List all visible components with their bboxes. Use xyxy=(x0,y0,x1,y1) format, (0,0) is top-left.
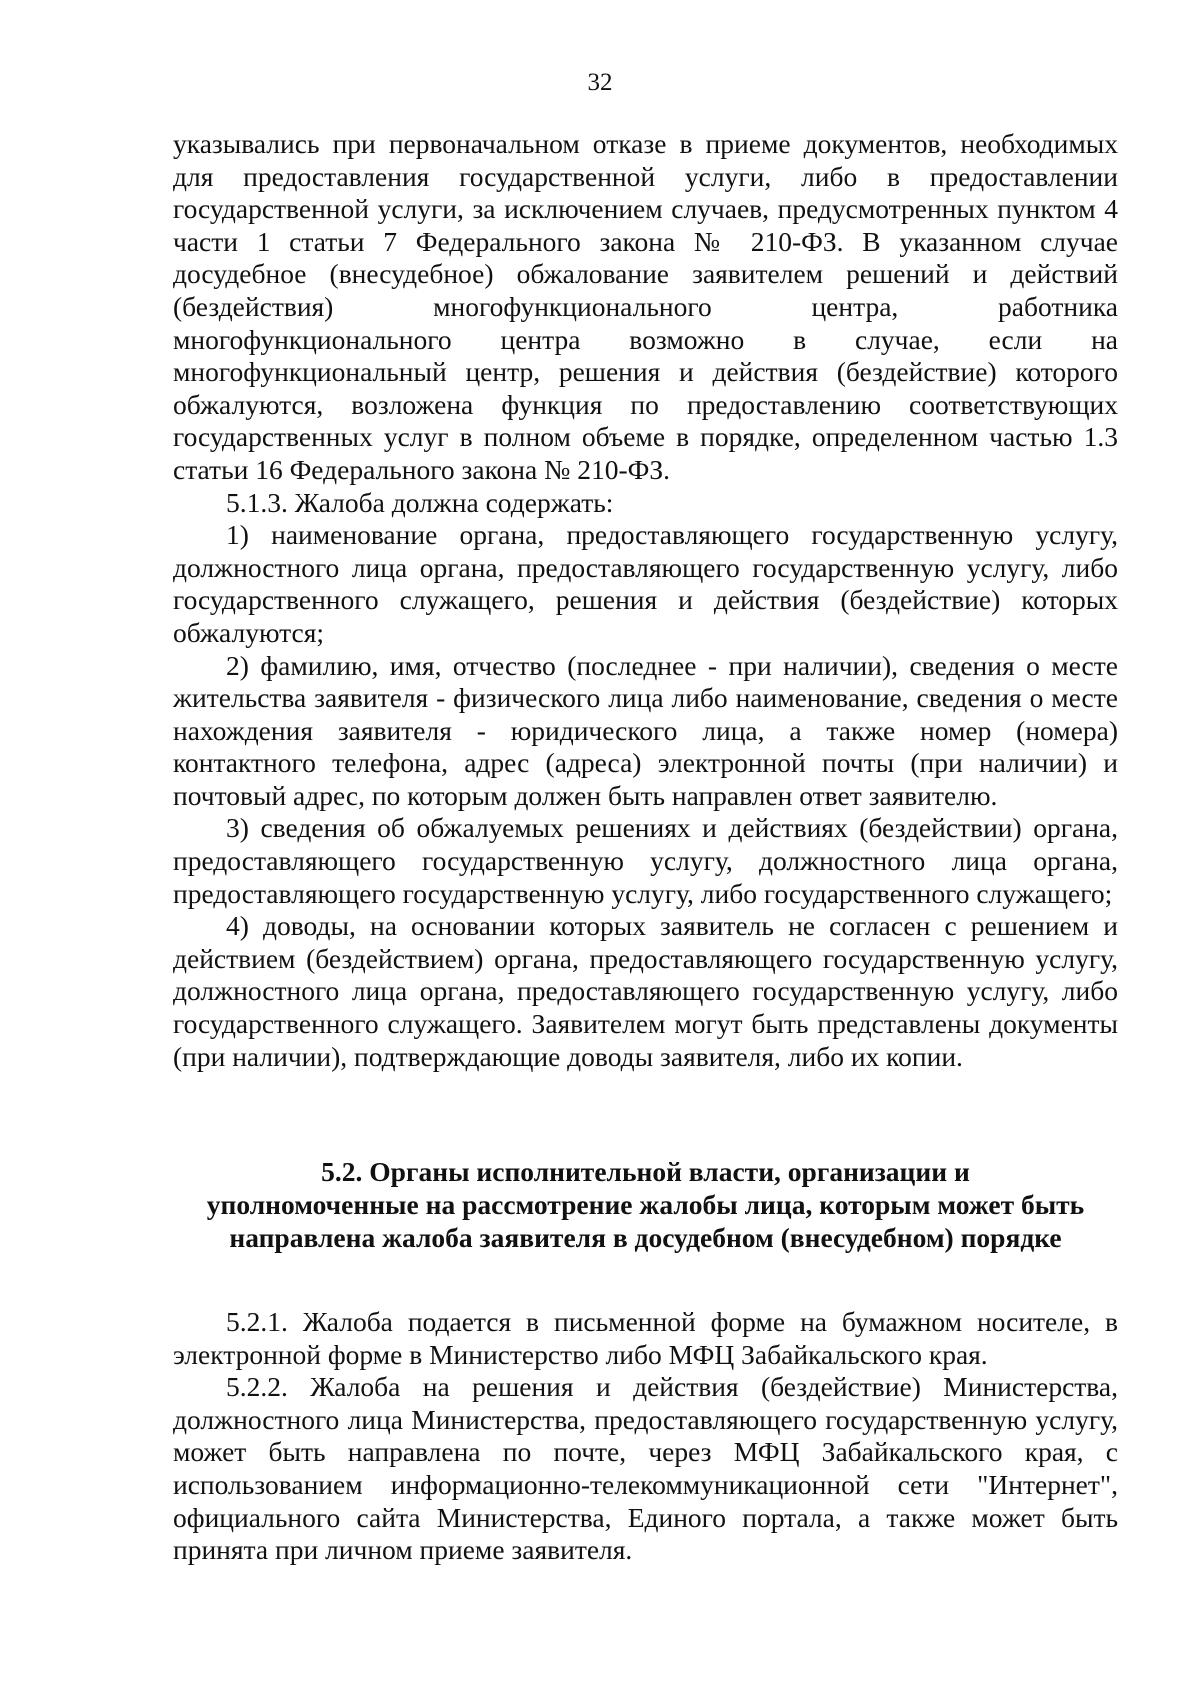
paragraph-5-2-2: 5.2.2. Жалоба на решения и действия (бездействие) Министерства, должностного лица Министерства, предоставляющего государственную услугу, может быть направлена по почте, через МФЦ Забайкальского края, с использованием информационно-телекоммуникационной сети "Интернет", официального сайта Министерства, Единого портала, а также может быть принята при личном приеме заявителя. xyxy=(173,1371,1118,1566)
paragraph-5-2-1: 5.2.1. Жалоба подается в письменной форме на бумажном носителе, в электронной форме в Министерство либо МФЦ Забайкальского края. xyxy=(173,1306,1118,1370)
section-body xyxy=(173,1306,1118,1567)
heading-line-2: уполномоченные на рассмотрение жалобы лица, которым может быть xyxy=(206,1189,1085,1220)
paragraph-5-1-3: 5.1.3. Жалоба должна содержать: xyxy=(226,486,614,518)
section-heading-5-2 xyxy=(173,1155,1118,1254)
list-item-4: 4) доводы, на основании которых заявитель не согласен с решением и действием (бездействием) органа, предоставляющего государственную услугу, должностного лица органа, предоставляющего государственную услугу, либо государственного служащего. Заявителем могут быть представлены документы (при наличии), подтверждающие доводы заявителя, либо их копии. xyxy=(173,910,1118,1072)
heading-line-1: 5.2. Органы исполнительной власти, организации и xyxy=(321,1156,970,1187)
list-item-2: 2) фамилию, имя, отчество (последнее - при наличии), сведения о месте жительства заявителя - физического лица либо наименование, сведения о месте нахождения заявителя - юридического лица, а также номер (номера) контактного телефона, адрес (адреса) электронной почты (при наличии) и почтовый адрес, по которым должен быть направлен ответ заявителю. xyxy=(173,649,1118,811)
list-item-3: 3) сведения об обжалуемых решениях и действиях (бездействии) органа, предоставляющего государственную услугу, должностного лица органа, предоставляющего государственную услугу, либо государственного служащего; xyxy=(173,812,1118,909)
paragraph-continuation: указывались при первоначальном отказе в приеме документов, необходимых для предоставления государственной услуги, либо в предоставлении государственной услуги, за исключением случаев, предусмотренных пунктом 4 части 1 статьи 7 Федерального закона № 210-ФЗ. В указанном случае досудебное (внесудебное) обжалование заявителем решений и действий (бездействия) многофункционального центра, работника многофункционального центра возможно в случае, если на многофункциональный центр, решения и действия (бездействие) которого обжалуются, возложена функция по предоставлению соответствующих государственных услуг в полном объеме в порядке, определенном частью 1.3 статьи 16 Федерального закона № 210-ФЗ. xyxy=(173,128,1118,485)
document-body xyxy=(173,128,1118,1073)
page-number: 32 xyxy=(587,69,613,96)
list-item-1: 1) наименование органа, предоставляющего государственную услугу, должностного лица органа, предоставляющего государственную услугу, либо государственного служащего, решения и действия (бездействие) которых обжалуются; xyxy=(173,519,1118,648)
heading-line-3: направлена жалоба заявителя в досудебном (внесудебном) порядке xyxy=(229,1222,1062,1253)
